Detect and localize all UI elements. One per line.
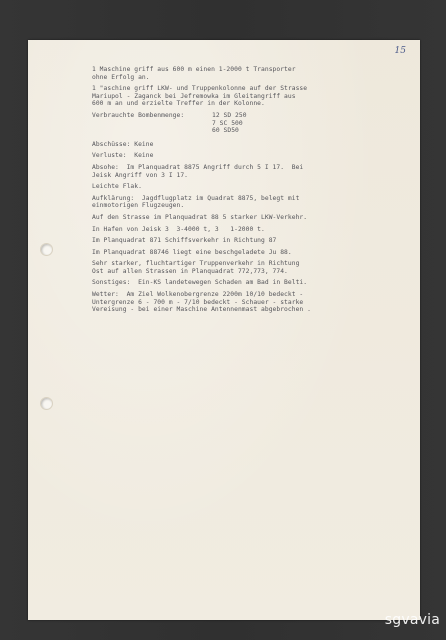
punch-hole-bottom [40,397,53,410]
text-line: Wetter: Am Ziel Wolkenobergrenze 2200m 10/10 bedeckt - [92,291,304,299]
bomb-value: 60 SD50 [212,127,239,135]
text-line: Leichte Flak. [92,183,142,191]
text-line: Absohe: Im Planquadrat 8875 Angriff durch 5 I 17. Bei [92,163,304,171]
text-line: Im Planquadrat 871 Schiffsverkehr in Richtung 87 [92,237,277,245]
text-line: Auf den Strasse im Planquadrat 88 5 starker LKW-Verkehr. [92,213,308,221]
text-line: Sehr starker, fluchtartiger Truppenverkehr in Richtung [92,260,300,268]
text-line: Sonstiges: Ein-KS landetewegen Schaden am Bad in Belti. [92,279,308,287]
text-line: 1 "aschine griff LKW- und Truppenkolonne auf der Strasse [92,85,308,93]
text-line: Vereisung - bei einer Maschine Antennenmast abgebrochen . [92,306,311,314]
text-line: ohne Erfolg an. [92,73,150,81]
bomb-consumption-block [92,112,402,135]
bomb-consumption-values [212,112,247,135]
text-line: Mariupol - Zaganck bei Jefremowka im Gleitangriff aus [92,92,296,100]
text-line: Aufklärung: Jagdflugplatz im Quadrat 8875, belegt mit [92,194,300,202]
text-line: 1 Maschine griff aus 600 m einen 1-2000 t Transporter [92,66,296,73]
punch-hole-top [40,243,53,256]
page-number: 15 [394,46,406,56]
text-line: Jeisk Angriff von 3 I 17. [92,171,189,179]
text-line: Untergrenze 6 - 700 m - 7/10 bedeckt - Schauer - starke [92,298,304,306]
text-line: Abschüsse: Keine [92,140,154,148]
text-line: 600 m an und erzielte Treffer in der Kolonne. [92,100,265,108]
watermark: sgvavia [384,612,440,628]
report-body [92,66,402,314]
text-line: In Hafen von Jeisk 3 3-4000 t, 3 1-2000 t. [92,225,265,233]
text-line: Verluste: Keine [92,152,154,160]
bomb-value: 12 SD 250 [212,111,247,119]
bomb-value: 7 SC 500 [212,119,243,127]
text-line: einmotorigen Flugzeugen. [92,202,185,210]
bomb-consumption-label: Verbrauchte Bombenmenge: [92,111,185,119]
text-line: Ost auf allen Strassen in Planquadrat 772,773, 774. [92,267,288,275]
text-line: Im Planquadrat 88746 liegt eine beschgeladete Ju 88. [92,248,292,256]
document-page [28,40,420,620]
